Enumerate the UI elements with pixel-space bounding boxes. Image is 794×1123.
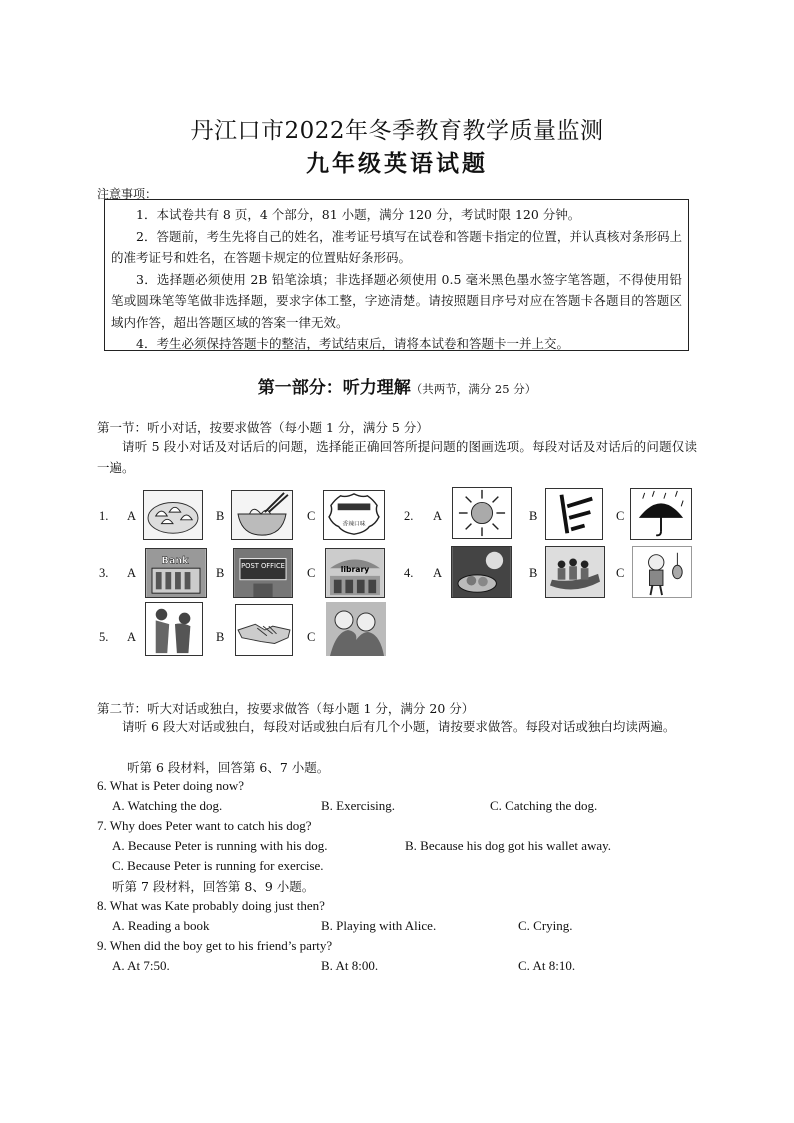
option-letter: B (529, 566, 538, 580)
bowing-icon[interactable] (145, 602, 203, 656)
option-letter: C (307, 566, 316, 580)
option-letter: A (127, 509, 137, 523)
option-letter: A (127, 630, 137, 644)
q8-option-a[interactable]: A. Reading a book (112, 918, 210, 933)
handshake-icon[interactable] (235, 604, 293, 656)
notice-item: 3．选择题必须使用 2B 铅笔涂填；非选择题必须使用 0.5 毫米黑色墨水签字笔答题，不得使用铅笔或圆珠笔等笔做非选择题，要求字体工整，字迹清楚。请按照题目序号对应在答题卡各题目的答题区域内作答，超出答题区域的答案一律无效。 (111, 271, 682, 330)
q7-option-c[interactable]: C. Because Peter is running for exercise. (112, 858, 324, 873)
option-letter: B (216, 509, 225, 523)
noodles-icon[interactable] (231, 490, 293, 540)
q7-option-a[interactable]: A. Because Peter is running with his dog. (112, 838, 328, 853)
q7-stem: 7. Why does Peter want to catch his dog? (97, 818, 312, 833)
umbrella-rain-icon[interactable] (630, 488, 692, 540)
mooncake-icon[interactable] (323, 490, 385, 540)
option-letter: A (433, 509, 443, 523)
material-6-note: 听第 6 段材料，回答第 6、7 小题。 (127, 760, 330, 775)
q9-option-c[interactable]: C. At 8:10. (518, 958, 576, 973)
notice-item: 1．本试卷共有 8 页，4 个部分，81 小题，满分 120 分，考试时限 120 分钟。 (136, 207, 581, 222)
q8-option-b[interactable]: B. Playing with Alice. (321, 918, 437, 933)
part-title-main: 第一部分：听力理解 (257, 378, 411, 398)
section2-title: 第二节：听大对话或独白，按要求做答（每小题 1 分，满分 20 分） (97, 701, 475, 716)
q7-option-b[interactable]: B. Because his dog got his wallet away. (405, 838, 612, 853)
q6-option-b[interactable]: B. Exercising. (321, 798, 396, 813)
option-letter: B (216, 566, 225, 580)
library-label: library (340, 565, 370, 575)
option-letter: C (616, 566, 625, 580)
post-office-label: POST OFFICE (241, 562, 285, 571)
q6-option-a[interactable]: A. Watching the dog. (112, 798, 223, 813)
material-7-note: 听第 7 段材料，回答第 8、9 小题。 (112, 879, 315, 894)
library-icon[interactable] (325, 548, 385, 598)
question-number: 5. (99, 630, 109, 644)
part-title (0, 373, 794, 398)
section1-title: 第一节：听小对话，按要求做答（每小题 1 分，满分 5 分） (97, 420, 429, 435)
hugging-icon[interactable] (326, 602, 386, 656)
section2-instruction: 请听 6 段大对话或独白，每段对话或独白后有几个小题，请按要求做答。每段对话或独白均读两遍。 (122, 719, 676, 734)
q8-option-c[interactable]: C. Crying. (518, 918, 573, 933)
q9-option-a[interactable]: A. At 7:50. (112, 958, 170, 973)
section1-instruction: 请听 5 段小对话及对话后的问题，选择能正确回答所提问题的图画选项。每段对话及对话后的问题仅读一遍。 (97, 439, 697, 475)
q6-option-c[interactable]: C. Catching the dog. (490, 798, 598, 813)
q8-stem: 8. What was Kate probably doing just then? (97, 898, 325, 913)
notice-item: 2．答题前，考生先将自己的姓名，准考证号填写在试卷和答题卡指定的位置，并认真核对条形码上的准考证号和姓名，在答题卡规定的位置贴好条形码。 (111, 228, 682, 265)
question-number: 4. (404, 566, 414, 580)
sun-icon[interactable] (452, 487, 512, 539)
dragon-boat-icon[interactable] (545, 546, 605, 598)
dumplings-icon[interactable] (143, 490, 203, 540)
option-letter: A (127, 566, 137, 580)
option-letter: C (616, 509, 625, 523)
part-title-sub: （共两节，满分 25 分） (410, 382, 537, 396)
post-office-icon[interactable] (233, 548, 293, 598)
q9-option-b[interactable]: B. At 8:00. (321, 958, 379, 973)
bank-label: Bank (161, 555, 189, 567)
notice-box (104, 199, 689, 351)
option-letter: A (433, 566, 443, 580)
q6-stem: 6. What is Peter doing now? (97, 778, 245, 793)
question-number: 1. (99, 509, 109, 523)
notice-heading: 注意事项： (97, 187, 158, 201)
mid-autumn-icon[interactable] (451, 546, 512, 598)
exam-title: 丹江口市2022年冬季教育教学质量监测 (190, 118, 604, 144)
option-letter: C (307, 630, 316, 644)
mooncake-label: 香辣口味 (342, 521, 366, 528)
wind-icon[interactable] (545, 488, 603, 540)
option-letter: B (216, 630, 225, 644)
q9-stem: 9. When did the boy get to his friend’s party? (97, 938, 333, 953)
question-number: 3. (99, 566, 109, 580)
question-number: 2. (404, 509, 414, 523)
exam-subtitle: 九年级英语试题 (306, 150, 488, 177)
spring-festival-icon[interactable] (632, 546, 692, 598)
option-letter: C (307, 509, 316, 523)
notice-item: 4．考生必须保持答题卡的整洁，考试结束后，请将本试卷和答题卡一并上交。 (136, 336, 569, 351)
bank-icon[interactable] (145, 548, 207, 598)
option-letter: B (529, 509, 538, 523)
